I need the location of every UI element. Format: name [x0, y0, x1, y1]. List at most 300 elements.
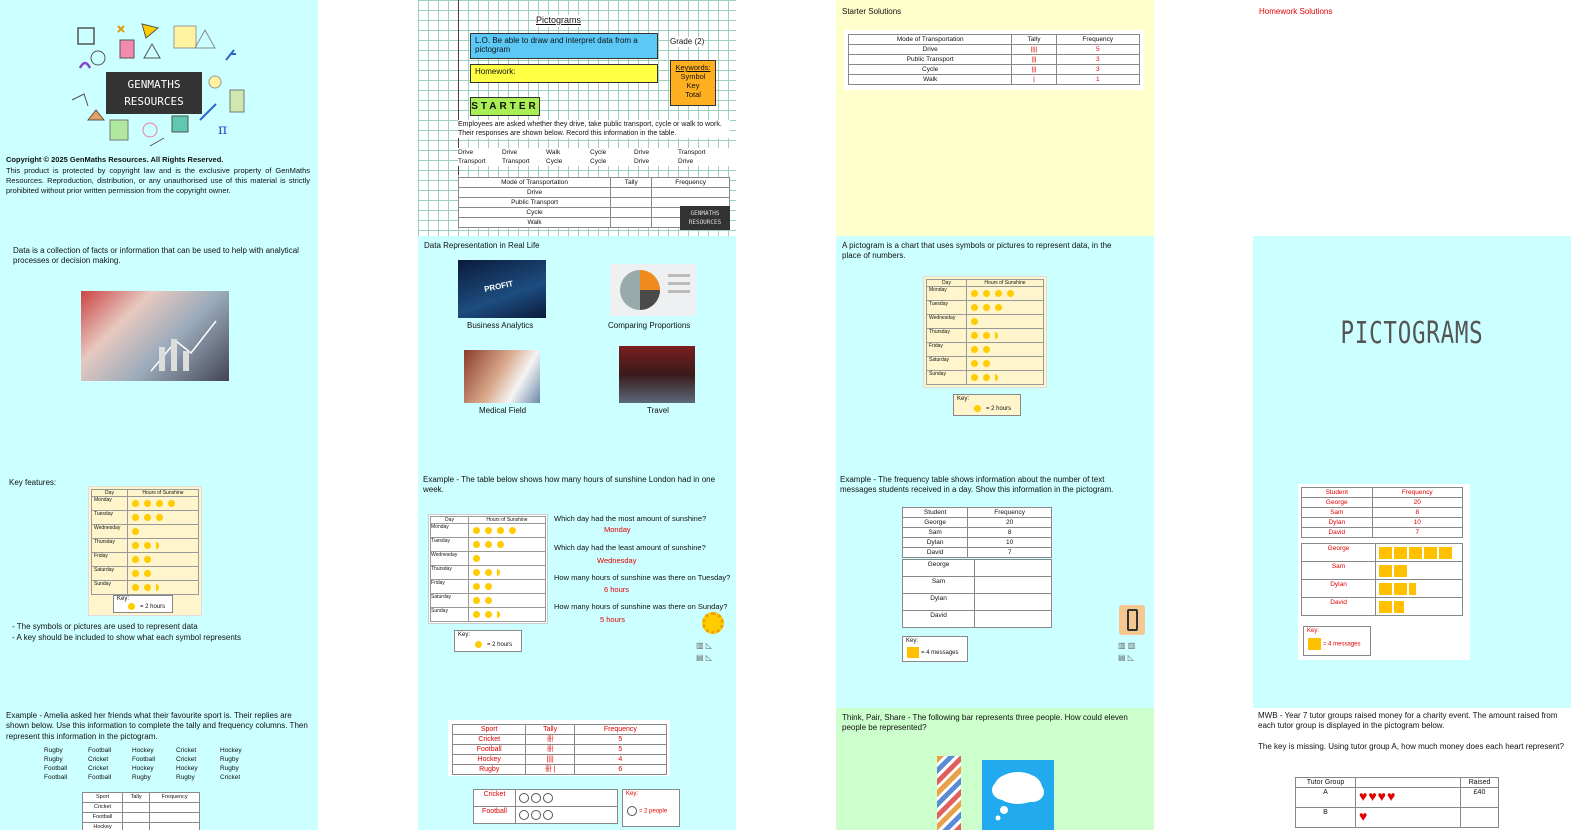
homework-box [470, 64, 658, 83]
table-row [1296, 808, 1499, 828]
raised-cell [1461, 808, 1499, 828]
table-header: Frequency [652, 178, 730, 188]
day-cell: Monday [92, 497, 128, 511]
frequency-cell[interactable] [150, 823, 200, 830]
sunshine-pictogram [923, 276, 1047, 388]
reply: Rugby [220, 765, 239, 772]
student-cell: David [903, 611, 975, 628]
day-cell: Sunday [92, 581, 128, 595]
partial-block-icon [1394, 601, 1404, 613]
reply: Hockey [220, 747, 242, 754]
table-header: Student [903, 508, 968, 518]
day-cell: Tuesday [431, 538, 469, 552]
circle-icon [519, 793, 529, 803]
reply: Rugby [176, 774, 195, 781]
sports-pictogram [473, 789, 618, 824]
sun-icon [497, 527, 504, 534]
table-header: Mode of Transportation [459, 178, 611, 188]
sun-icon [971, 374, 978, 381]
question-4: How many hours of sunshine was there on Sunday? [554, 602, 728, 611]
keywords-box [670, 60, 716, 106]
blank-pictogram [902, 559, 1052, 628]
response: Transport [458, 158, 486, 165]
student-cell: Dylan [1302, 580, 1376, 598]
slide-sunshine-example[interactable] [418, 472, 736, 708]
slide-title: Homework Solutions [1259, 7, 1333, 16]
symbol-cell [967, 357, 1044, 371]
pie-chart-photo [610, 264, 696, 316]
frequency-cell[interactable] [150, 803, 200, 813]
thought-cloud [982, 760, 1054, 830]
question-1: Which day had the most amount of sunshine? [554, 514, 707, 523]
frequency-cell: 5 [1056, 45, 1139, 55]
block-icon [1394, 583, 1407, 595]
sun-icon [971, 332, 978, 339]
table-row [1296, 788, 1499, 808]
symbol-cell [967, 329, 1044, 343]
tally-cell: 卌 [526, 745, 574, 755]
reply: Rugby [44, 747, 63, 754]
day-header: Day [431, 517, 469, 524]
frequency-cell: 7 [1372, 528, 1462, 538]
key-value: = 2 hours [986, 406, 1012, 413]
slide-starter-solutions[interactable] [836, 0, 1154, 236]
pictogram-row [431, 594, 546, 608]
frequency-cell: 8 [1372, 508, 1462, 518]
frequency-cell: 8 [968, 528, 1052, 538]
mode-cell: Cycle [459, 208, 611, 218]
sunshine-table [91, 489, 199, 595]
student-cell: David [1302, 598, 1376, 616]
pictogram-key [454, 630, 522, 652]
sports-table [82, 792, 200, 830]
sun-icon [983, 290, 990, 297]
response: Cycle [590, 158, 607, 165]
key-value: = 4 messages [1323, 641, 1361, 648]
day-cell: Saturday [927, 357, 967, 371]
symbol-cell [469, 594, 546, 608]
pictogram-row [92, 553, 199, 567]
sun-icon [473, 555, 480, 562]
sun-icon [128, 603, 135, 610]
frequency-cell[interactable] [652, 188, 730, 198]
responses [458, 148, 736, 166]
sport-cell: Football [453, 745, 526, 755]
student-cell: Sam [1302, 562, 1376, 580]
table-row [903, 538, 1052, 548]
reply-row [44, 755, 264, 764]
sports-solution-table [452, 724, 667, 775]
partial-block-icon [1409, 583, 1416, 595]
caption-medical-field: Medical Field [479, 406, 527, 415]
student-cell: George [903, 560, 975, 577]
half-sun-icon [156, 542, 159, 549]
slide-real-life[interactable] [418, 236, 736, 472]
hours-header: Hours of Sunshine [967, 280, 1044, 287]
symbol-cell [967, 371, 1044, 385]
circle-icon [519, 810, 529, 820]
block-icon [907, 647, 919, 658]
slide-title: Think, Pair, Share - The following bar represents three people. How could eleven people be represented? [842, 713, 1128, 733]
sun-icon [983, 360, 990, 367]
slide-messages-example[interactable] [836, 472, 1154, 708]
slide-sports-example[interactable] [0, 708, 318, 830]
caption-travel: Travel [647, 406, 669, 415]
sun-rows [92, 497, 199, 595]
table-header: Frequency [1372, 488, 1462, 498]
reply: Football [88, 747, 112, 754]
mode-cell: Drive [849, 45, 1012, 55]
table-header: Mode of Transportation [849, 35, 1012, 45]
slide-title: Example - The table below shows how many hours of sunshine London had in one week. [423, 475, 716, 495]
heart-icon: ♥ [1359, 807, 1368, 824]
table-row [453, 755, 667, 765]
sun-icon [168, 500, 175, 507]
pictogram-row [92, 539, 199, 553]
slide-sports-solution[interactable] [418, 708, 736, 830]
response: Cycle [590, 149, 607, 156]
key-label: Key: [1307, 628, 1320, 634]
tally-cell: |||| [526, 755, 574, 765]
symbol-cell[interactable] [975, 577, 1052, 594]
svg-text:π: π [218, 122, 228, 138]
tally-cell[interactable] [123, 803, 150, 813]
pictogram-row [474, 807, 618, 824]
sport-cell: Cricket [474, 790, 516, 807]
student-cell: Dylan [903, 594, 975, 611]
sun-icon [156, 514, 163, 521]
keyword-1: Symbol [680, 72, 706, 81]
slide-key-features[interactable] [0, 472, 318, 708]
heart-icon: ♥ [1359, 787, 1368, 804]
table-row [903, 528, 1052, 538]
sun-icon [144, 570, 151, 577]
answer-4: 5 hours [600, 615, 626, 624]
sun-icon [974, 405, 981, 412]
half-sun-icon [995, 332, 998, 339]
day-cell: Wednesday [927, 315, 967, 329]
sun-icon [995, 304, 1002, 311]
key-entry [974, 405, 1011, 412]
table-header: Tally [526, 725, 574, 735]
pictogram-row [474, 790, 618, 807]
table-header-row [1302, 488, 1463, 498]
slide-homework-solutions[interactable] [1253, 0, 1571, 236]
table-header-row [83, 793, 200, 803]
symbol-cell [128, 497, 199, 511]
sun-icon [983, 332, 990, 339]
slide-messages-solution[interactable] [1253, 472, 1571, 708]
replies-grid [44, 746, 264, 782]
phone-clipart [1119, 605, 1145, 635]
key-entry [627, 806, 667, 816]
sport-cell: Rugby [453, 765, 526, 775]
sport-cell: Football [83, 813, 123, 823]
reply: Rugby [220, 756, 239, 763]
symbol-cell [469, 608, 546, 622]
group-cell: B [1296, 808, 1356, 828]
symbol-cell [469, 538, 546, 552]
table-row [459, 188, 730, 198]
pictogram-row [92, 511, 199, 525]
reply-row [44, 764, 264, 773]
sun-icon [971, 346, 978, 353]
mode-cell: Public Transport [849, 55, 1012, 65]
day-cell: Sunday [431, 608, 469, 622]
key-label: Key: [458, 632, 471, 638]
bullet-symbols: - The symbols or pictures are used to represent data [12, 622, 198, 631]
tally-cell: 卌 | [526, 765, 574, 775]
pictogram-row [1302, 598, 1463, 616]
symbol-cell [967, 287, 1044, 301]
tutor-table [1295, 777, 1499, 828]
reply-row [44, 746, 264, 755]
symbol-cell [469, 524, 546, 538]
symbol-cell [967, 343, 1044, 357]
watermark-logo [680, 206, 730, 230]
reply: Football [44, 765, 68, 772]
symbol-cell[interactable] [975, 560, 1052, 577]
block-icon [1308, 638, 1321, 650]
day-cell: Friday [927, 343, 967, 357]
sun-icon [983, 374, 990, 381]
block-icon [1394, 565, 1407, 577]
sun-icon [485, 569, 492, 576]
symbol-cell [1376, 544, 1463, 562]
pictogram-row [903, 560, 1052, 577]
symbol-cell [128, 567, 199, 581]
mode-cell: Walk [849, 75, 1012, 85]
day-cell: Saturday [431, 594, 469, 608]
symbol-cell [967, 315, 1044, 329]
student-cell: Sam [903, 577, 975, 594]
pictogram-row [92, 525, 199, 539]
definition-text: Data is a collection of facts or information that can be used to help with analytical processes or decision making. [13, 246, 299, 266]
tally-cell[interactable] [611, 188, 652, 198]
sun-icon [144, 542, 151, 549]
key-entry [907, 647, 959, 658]
pictogram-key [953, 394, 1021, 416]
key-entry [1308, 638, 1361, 650]
response: Drive [634, 149, 650, 156]
sun-icon [485, 541, 492, 548]
day-cell: Wednesday [92, 525, 128, 539]
slide-pictograms-title[interactable] [1253, 236, 1571, 472]
sun-icon [473, 611, 480, 618]
slide-think-pair-share[interactable] [836, 708, 1154, 830]
pictogram-row [903, 577, 1052, 594]
pictogram-row [431, 608, 546, 622]
pictogram-row [1302, 544, 1463, 562]
student-cell: George [1302, 498, 1373, 508]
slide-pictogram-definition[interactable] [836, 236, 1154, 472]
table-header: Tally [123, 793, 150, 803]
pictogram-row [927, 329, 1044, 343]
pictogram-row [927, 371, 1044, 385]
table-header: Sport [83, 793, 123, 803]
table-header-row [459, 178, 730, 188]
reply: Hockey [176, 765, 198, 772]
block-icon [1379, 601, 1392, 613]
symbol-cell [128, 539, 199, 553]
block-icon [1379, 565, 1392, 577]
half-sun-icon [497, 611, 500, 618]
medical-photo [464, 350, 540, 403]
sun-icon [132, 528, 139, 535]
sun-icon [132, 542, 139, 549]
grade-label: Grade (2) [670, 37, 705, 46]
frequency-cell: 7 [968, 548, 1052, 558]
tally-cell: ||| [1012, 55, 1056, 65]
mode-cell: Drive [459, 188, 611, 198]
sun-icon [144, 584, 151, 591]
symbol-cell [1376, 562, 1463, 580]
pictogram-row [927, 357, 1044, 371]
pictogram-row [927, 343, 1044, 357]
tally-cell[interactable] [611, 218, 652, 228]
frequency-cell: 3 [1056, 65, 1139, 75]
definition-text: A pictogram is a chart that uses symbols or pictures to represent data, in the place of numbers. [842, 241, 1112, 261]
table-row [1302, 498, 1463, 508]
pictogram-row [431, 524, 546, 538]
key-value: = 4 messages [921, 650, 959, 657]
sun-icon [144, 514, 151, 521]
day-cell: Thursday [927, 329, 967, 343]
response: Walk [546, 149, 561, 156]
key-label: Key: [626, 791, 639, 797]
frequency-cell: 4 [574, 755, 666, 765]
table-row [903, 548, 1052, 558]
student-cell: Dylan [1302, 518, 1373, 528]
slide-title: Starter Solutions [842, 7, 902, 16]
table-header: Student [1302, 488, 1373, 498]
sun-icon [485, 611, 492, 618]
block-icon [1379, 547, 1392, 559]
tally-cell[interactable] [611, 198, 652, 208]
reply: Rugby [132, 774, 151, 781]
lo-text: L.O. Be able to draw and interpret data from a pictogram [475, 36, 638, 54]
sun-icon [132, 570, 139, 577]
table-header: Tally [611, 178, 652, 188]
response: Transport [678, 149, 706, 156]
hearts-cell [1356, 788, 1461, 808]
symbol-cell [128, 511, 199, 525]
circle-icon [531, 810, 541, 820]
table-header: Tutor Group [1296, 778, 1356, 788]
slide-mwb[interactable] [1253, 708, 1571, 830]
sunshine-table [926, 279, 1044, 385]
table-row [453, 765, 667, 775]
sun-icon [473, 541, 480, 548]
slide-cover[interactable] [0, 0, 318, 236]
day-header: Day [92, 490, 128, 497]
sun-icon [144, 500, 151, 507]
symbol-cell [469, 580, 546, 594]
sun-icon [995, 290, 1002, 297]
table-row [453, 735, 667, 745]
symbol-cell [469, 552, 546, 566]
tally-cell[interactable] [123, 813, 150, 823]
key-label: Key: [117, 596, 130, 602]
sun-icon [132, 514, 139, 521]
reply: Hockey [132, 765, 154, 772]
pictogram-row [92, 497, 199, 511]
symbol-cell[interactable] [975, 611, 1052, 628]
sun-icon [497, 541, 504, 548]
starter-intro: Employees are asked whether they drive, take public transport, cycle or walk to work. Their responses are shown below. Record this information in the table. [458, 120, 730, 138]
mwb-text: MWB - Year 7 tutor groups raised money for a charity event. The amount raised from each tutor group is displayed in the pictogram below. [1258, 711, 1558, 731]
day-cell: Sunday [927, 371, 967, 385]
heart-icon: ♥ [1386, 787, 1396, 804]
keyword-3: Total [685, 90, 701, 99]
frequency-cell[interactable] [150, 813, 200, 823]
question-3: How many hours of sunshine was there on Tuesday? [554, 573, 731, 582]
half-sun-icon [497, 569, 500, 576]
table-row [83, 803, 200, 813]
tally-cell: | [1012, 75, 1056, 85]
symbol-cell [128, 581, 199, 595]
circle-icon [531, 793, 541, 803]
homework-label: Homework: [475, 67, 516, 76]
sun-icon [473, 583, 480, 590]
answer-3: 6 hours [604, 585, 630, 594]
table-header: Tally [1012, 35, 1056, 45]
question-2: Which day had the least amount of sunshine? [554, 543, 706, 552]
watermark-line1: GENMATHS [690, 210, 720, 217]
day-cell: Saturday [92, 567, 128, 581]
tally-cell[interactable] [611, 208, 652, 218]
travel-photo [619, 346, 695, 403]
symbol-cell[interactable] [975, 594, 1052, 611]
key-entry [475, 641, 512, 648]
key-value: = 2 people [639, 808, 668, 815]
reply: Football [88, 774, 112, 781]
sun-icon [971, 360, 978, 367]
slide-starter[interactable] [418, 0, 736, 236]
response: Transport [502, 158, 530, 165]
business-analytics-photo [458, 260, 546, 318]
blocks-pictogram [1301, 543, 1463, 616]
day-cell: Monday [431, 524, 469, 538]
pictogram-row [1302, 562, 1463, 580]
frequency-cell: 10 [968, 538, 1052, 548]
day-cell: Friday [431, 580, 469, 594]
table-row [83, 823, 200, 830]
table-row [903, 518, 1052, 528]
tally-cell[interactable] [123, 823, 150, 830]
sun-icon [475, 641, 482, 648]
watermark-line2: RESOURCES [688, 219, 722, 226]
student-cell: Sam [903, 528, 968, 538]
table-row [1302, 528, 1463, 538]
caption-business-analytics: Business Analytics [467, 321, 534, 330]
hours-header: Hours of Sunshine [128, 490, 199, 497]
student-cell: David [903, 548, 968, 558]
day-cell: Tuesday [927, 301, 967, 315]
pictogram-key [113, 595, 173, 613]
symbol-cell [516, 790, 618, 807]
mode-cell: Walk [459, 218, 611, 228]
table-header: Frequency [150, 793, 200, 803]
day-cell: Friday [92, 553, 128, 567]
starter-label [470, 97, 540, 116]
slide-data-definition[interactable] [0, 236, 318, 472]
slide-title: Data Representation in Real Life [424, 241, 540, 250]
sun-icon [971, 304, 978, 311]
slide-title: Example - The frequency table shows information about the number of text messages students received in a day. Show this information in the pictogram. [840, 475, 1114, 495]
sun-icon [485, 597, 492, 604]
pictogram-row [431, 566, 546, 580]
